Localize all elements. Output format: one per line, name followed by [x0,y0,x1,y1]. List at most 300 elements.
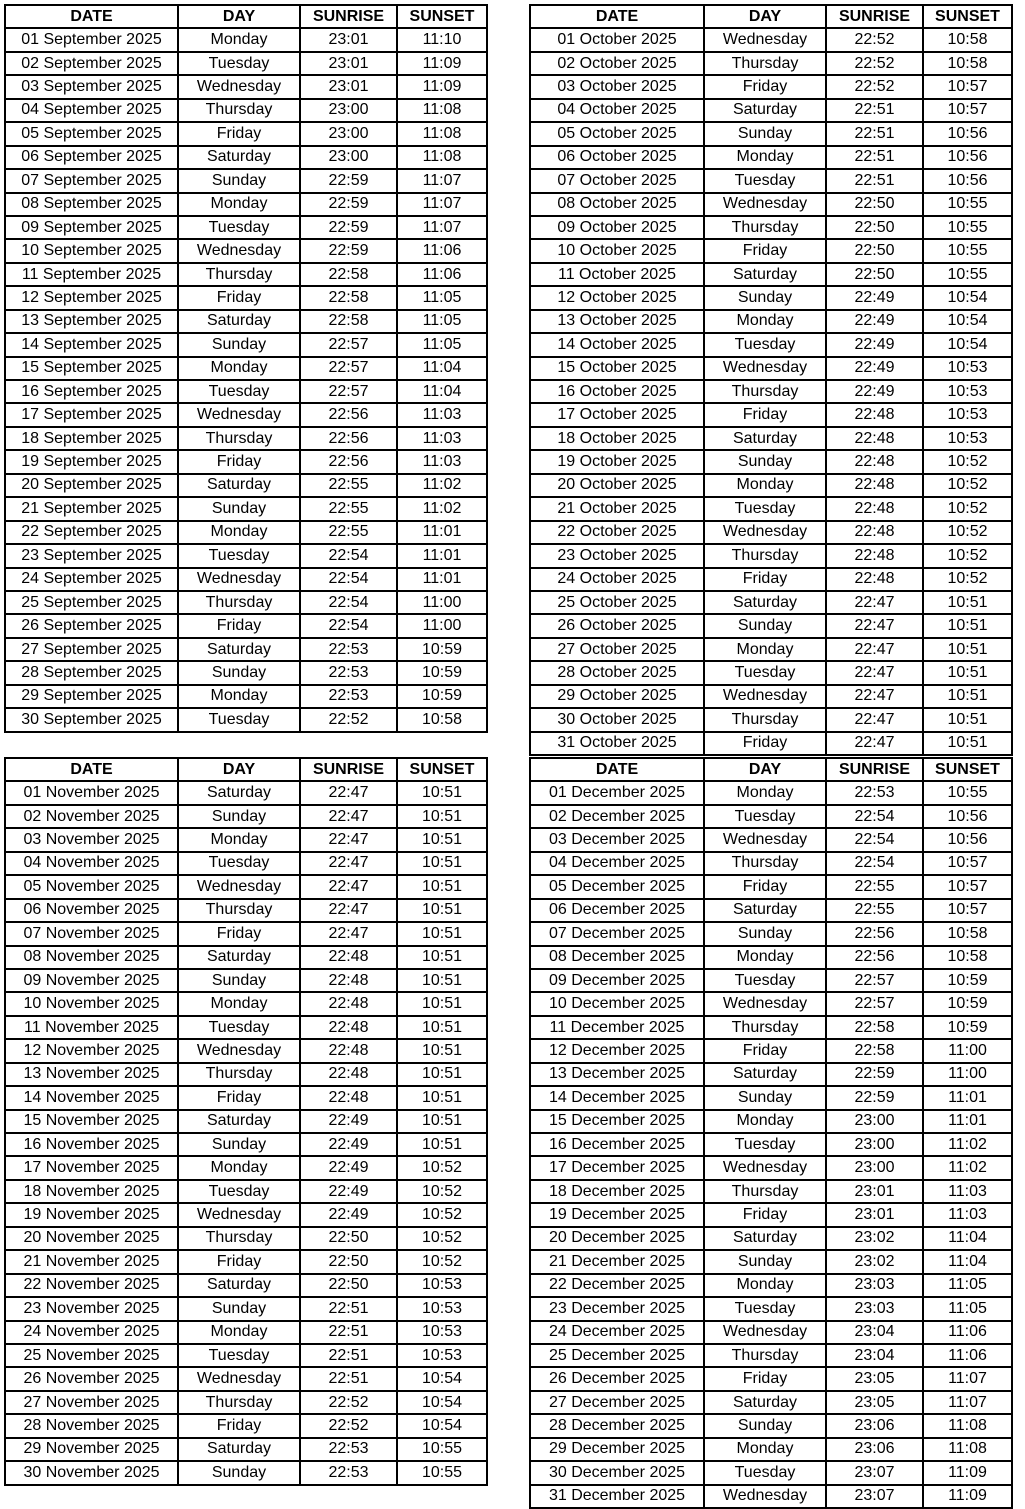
date-cell: 06 November 2025 [5,899,178,922]
date-column-header: DATE [530,758,704,781]
sunset-cell: 10:56 [923,805,1012,828]
sunset-cell: 11:04 [923,1250,1012,1273]
sunrise-cell: 22:53 [300,638,397,661]
date-cell: 28 December 2025 [530,1414,704,1437]
date-cell: 21 October 2025 [530,497,704,520]
sunrise-cell: 22:54 [300,591,397,614]
october-table-body [530,28,1012,755]
date-cell: 24 November 2025 [5,1321,178,1344]
table-row [530,216,1012,239]
table-row [530,544,1012,567]
table-row [5,614,487,637]
sunrise-cell: 22:50 [826,263,923,286]
date-cell: 12 October 2025 [530,286,704,309]
day-cell: Saturday [178,1110,300,1133]
sunset-cell: 10:51 [397,946,487,969]
sunset-cell: 10:56 [923,146,1012,169]
date-cell: 07 November 2025 [5,922,178,945]
sunrise-cell: 22:48 [300,1063,397,1086]
sunset-cell: 10:55 [923,193,1012,216]
day-cell: Wednesday [704,357,826,380]
sunset-cell: 10:51 [397,1016,487,1039]
day-cell: Friday [178,1086,300,1109]
day-cell: Thursday [704,1180,826,1203]
date-column-header: DATE [5,758,178,781]
table-row [5,216,487,239]
date-cell: 18 November 2025 [5,1180,178,1203]
table-row [530,1485,1012,1508]
sunrise-cell: 22:49 [826,380,923,403]
sunrise-cell: 22:49 [826,310,923,333]
sunrise-cell: 22:52 [300,708,397,731]
day-cell: Friday [178,122,300,145]
table-row [5,193,487,216]
table-row [530,661,1012,684]
october-table [529,4,1013,756]
date-cell: 30 November 2025 [5,1461,178,1484]
date-cell: 22 December 2025 [530,1274,704,1297]
table-row [5,286,487,309]
sunset-cell: 11:01 [923,1110,1012,1133]
sunrise-cell: 23:01 [826,1203,923,1226]
day-cell: Thursday [178,427,300,450]
table-row [5,1203,487,1226]
sunrise-cell: 22:48 [300,1086,397,1109]
date-cell: 30 October 2025 [530,708,704,731]
day-cell: Monday [704,638,826,661]
table-row [5,427,487,450]
sunrise-cell: 22:59 [300,216,397,239]
table-row [530,568,1012,591]
date-cell: 25 September 2025 [5,591,178,614]
date-cell: 17 December 2025 [530,1156,704,1179]
sunrise-cell: 22:48 [826,497,923,520]
sunrise-cell: 22:51 [826,99,923,122]
table-row [5,1180,487,1203]
date-cell: 02 October 2025 [530,52,704,75]
sunset-cell: 10:52 [397,1227,487,1250]
sunset-cell: 10:52 [923,544,1012,567]
sunset-cell: 10:55 [923,263,1012,286]
sunrise-cell: 22:49 [300,1133,397,1156]
day-cell: Thursday [178,1391,300,1414]
table-row [530,1414,1012,1437]
date-cell: 23 September 2025 [5,544,178,567]
sunrise-cell: 22:51 [300,1297,397,1320]
sunrise-cell: 22:48 [826,521,923,544]
sunset-cell: 10:52 [923,568,1012,591]
table-row [5,852,487,875]
date-cell: 01 October 2025 [530,28,704,51]
sunrise-cell: 22:55 [826,899,923,922]
day-cell: Tuesday [178,544,300,567]
date-cell: 04 November 2025 [5,852,178,875]
sunset-cell: 11:08 [923,1438,1012,1461]
sunset-cell: 11:06 [397,263,487,286]
date-cell: 24 December 2025 [530,1321,704,1344]
sunrise-cell: 22:52 [300,1414,397,1437]
table-row [530,1250,1012,1273]
sunrise-column-header: SUNRISE [300,5,397,28]
sunset-cell: 10:56 [923,169,1012,192]
date-cell: 05 November 2025 [5,875,178,898]
date-cell: 29 December 2025 [530,1438,704,1461]
day-cell: Thursday [178,591,300,614]
sunset-cell: 11:08 [923,1414,1012,1437]
december-table [529,757,1013,1509]
table-row [5,263,487,286]
day-cell: Tuesday [704,1297,826,1320]
day-cell: Friday [178,614,300,637]
table-row [5,568,487,591]
day-cell: Saturday [704,1063,826,1086]
sunset-cell: 10:51 [397,1063,487,1086]
sunset-cell: 11:02 [923,1156,1012,1179]
sunrise-cell: 22:49 [300,1203,397,1226]
date-cell: 09 September 2025 [5,216,178,239]
sunset-column-header: SUNSET [397,5,487,28]
date-cell: 03 December 2025 [530,828,704,851]
date-cell: 19 December 2025 [530,1203,704,1226]
sunrise-cell: 22:51 [300,1321,397,1344]
table-row [530,1321,1012,1344]
sunset-cell: 10:59 [923,1016,1012,1039]
sunset-cell: 10:55 [923,781,1012,804]
date-cell: 15 December 2025 [530,1110,704,1133]
day-column-header: DAY [704,5,826,28]
day-cell: Sunday [704,614,826,637]
date-cell: 26 September 2025 [5,614,178,637]
sunset-cell: 10:51 [923,685,1012,708]
table-row [530,685,1012,708]
sunrise-cell: 22:47 [300,781,397,804]
day-cell: Thursday [178,899,300,922]
table-row [530,781,1012,804]
day-cell: Tuesday [704,1461,826,1484]
sunrise-cell: 22:49 [826,357,923,380]
sunset-cell: 10:58 [923,28,1012,51]
date-cell: 10 September 2025 [5,239,178,262]
day-cell: Friday [704,403,826,426]
day-cell: Saturday [704,1391,826,1414]
day-cell: Friday [178,450,300,473]
date-cell: 09 November 2025 [5,969,178,992]
day-cell: Monday [178,357,300,380]
sunset-cell: 11:00 [923,1039,1012,1062]
table-row [5,1250,487,1273]
day-cell: Wednesday [704,992,826,1015]
sunrise-cell: 22:47 [300,922,397,945]
day-cell: Saturday [704,427,826,450]
table-row [530,1367,1012,1390]
sunset-cell: 10:55 [397,1461,487,1484]
day-column-header: DAY [178,5,300,28]
sunrise-cell: 23:01 [300,28,397,51]
sunset-column-header: SUNSET [397,758,487,781]
sunset-cell: 10:58 [923,52,1012,75]
sunrise-cell: 23:03 [826,1297,923,1320]
table-row [5,1063,487,1086]
table-row [5,403,487,426]
day-cell: Monday [178,992,300,1015]
sunset-cell: 10:51 [397,969,487,992]
date-cell: 22 November 2025 [5,1274,178,1297]
sunrise-cell: 22:47 [826,685,923,708]
table-row [530,852,1012,875]
table-row [5,474,487,497]
sunset-cell: 11:03 [397,450,487,473]
sunset-cell: 10:51 [923,732,1012,755]
day-cell: Friday [704,1039,826,1062]
day-cell: Friday [704,1367,826,1390]
sunrise-cell: 22:56 [300,450,397,473]
date-cell: 14 October 2025 [530,333,704,356]
sunset-cell: 11:07 [397,169,487,192]
table-row [5,922,487,945]
day-cell: Saturday [704,263,826,286]
sunset-cell: 10:57 [923,852,1012,875]
sunset-cell: 11:06 [397,239,487,262]
table-row [530,1274,1012,1297]
table-row [5,333,487,356]
sunset-cell: 10:54 [397,1414,487,1437]
sunrise-cell: 22:58 [826,1016,923,1039]
sunset-cell: 10:58 [923,946,1012,969]
sunrise-cell: 23:05 [826,1367,923,1390]
table-row [5,1367,487,1390]
sunrise-cell: 22:56 [300,403,397,426]
sunrise-cell: 22:51 [826,146,923,169]
sunrise-column-header: SUNRISE [826,758,923,781]
date-cell: 27 November 2025 [5,1391,178,1414]
sunrise-cell: 23:00 [826,1110,923,1133]
date-column-header: DATE [5,5,178,28]
sunrise-cell: 22:55 [300,474,397,497]
day-cell: Sunday [704,122,826,145]
sunset-cell: 10:53 [923,380,1012,403]
day-cell: Thursday [178,1227,300,1250]
table-row [5,1110,487,1133]
date-cell: 15 September 2025 [5,357,178,380]
day-cell: Wednesday [704,1156,826,1179]
table-row [5,591,487,614]
sunrise-cell: 22:48 [300,969,397,992]
table-row [530,875,1012,898]
sunset-cell: 10:54 [923,286,1012,309]
day-cell: Saturday [178,474,300,497]
sunset-cell: 11:03 [397,403,487,426]
sunset-cell: 11:05 [397,333,487,356]
sunrise-cell: 22:50 [300,1227,397,1250]
sunrise-cell: 22:48 [300,1039,397,1062]
day-cell: Monday [704,1438,826,1461]
table-row [530,239,1012,262]
day-cell: Sunday [178,661,300,684]
sunset-cell: 11:03 [923,1180,1012,1203]
table-row [530,828,1012,851]
sunset-cell: 10:59 [397,661,487,684]
table-row [530,591,1012,614]
date-cell: 23 December 2025 [530,1297,704,1320]
table-row [530,969,1012,992]
sunrise-cell: 22:56 [300,427,397,450]
sunrise-cell: 23:00 [826,1133,923,1156]
sunset-cell: 11:09 [397,75,487,98]
day-cell: Tuesday [178,380,300,403]
table-row [5,805,487,828]
sunset-cell: 11:00 [397,591,487,614]
day-cell: Monday [704,946,826,969]
date-cell: 04 December 2025 [530,852,704,875]
table-row [530,1086,1012,1109]
table-row [530,1110,1012,1133]
date-cell: 27 October 2025 [530,638,704,661]
date-cell: 17 September 2025 [5,403,178,426]
table-row [5,899,487,922]
sunrise-cell: 23:07 [826,1485,923,1508]
sunset-cell: 10:51 [397,1086,487,1109]
day-cell: Friday [704,239,826,262]
sunset-cell: 11:01 [397,521,487,544]
date-cell: 26 October 2025 [530,614,704,637]
table-row [530,122,1012,145]
sunset-cell: 10:56 [923,122,1012,145]
date-cell: 08 September 2025 [5,193,178,216]
date-cell: 01 December 2025 [530,781,704,804]
table-row [530,263,1012,286]
day-cell: Friday [704,568,826,591]
sunrise-cell: 22:53 [826,781,923,804]
sunset-cell: 10:57 [923,75,1012,98]
sunset-cell: 11:07 [397,193,487,216]
date-cell: 16 October 2025 [530,380,704,403]
date-cell: 06 September 2025 [5,146,178,169]
sunrise-cell: 23:04 [826,1321,923,1344]
date-cell: 13 October 2025 [530,310,704,333]
sunset-cell: 10:57 [923,875,1012,898]
day-column-header: DAY [704,758,826,781]
day-cell: Wednesday [704,28,826,51]
sunset-cell: 11:07 [923,1367,1012,1390]
sunset-cell: 11:04 [397,380,487,403]
day-cell: Wednesday [704,1485,826,1508]
day-cell: Thursday [704,52,826,75]
date-cell: 03 October 2025 [530,75,704,98]
date-cell: 13 December 2025 [530,1063,704,1086]
sunset-cell: 10:58 [397,708,487,731]
sunrise-cell: 22:50 [826,216,923,239]
table-row [530,1180,1012,1203]
sunrise-cell: 22:51 [826,122,923,145]
date-cell: 17 November 2025 [5,1156,178,1179]
sunset-column-header: SUNSET [923,5,1012,28]
table-row [530,732,1012,755]
table-row [530,1063,1012,1086]
table-row [5,1156,487,1179]
day-cell: Saturday [704,591,826,614]
day-cell: Thursday [178,99,300,122]
day-cell: Tuesday [178,216,300,239]
day-cell: Friday [704,732,826,755]
date-cell: 14 September 2025 [5,333,178,356]
date-cell: 09 October 2025 [530,216,704,239]
sunrise-cell: 22:52 [826,52,923,75]
sunset-cell: 11:01 [397,568,487,591]
november-table-body [5,781,487,1484]
date-cell: 09 December 2025 [530,969,704,992]
sunrise-cell: 22:47 [300,828,397,851]
sunrise-cell: 22:56 [826,922,923,945]
sunrise-cell: 23:03 [826,1274,923,1297]
table-row [530,805,1012,828]
table-row [5,310,487,333]
day-cell: Monday [178,193,300,216]
sunrise-cell: 22:57 [300,357,397,380]
sunset-cell: 10:54 [397,1391,487,1414]
day-cell: Friday [178,922,300,945]
sunset-cell: 10:54 [397,1367,487,1390]
sunset-cell: 11:05 [923,1297,1012,1320]
day-cell: Saturday [704,899,826,922]
sunrise-cell: 22:59 [826,1086,923,1109]
table-row [5,122,487,145]
sunset-cell: 10:51 [397,899,487,922]
day-cell: Monday [704,146,826,169]
day-cell: Thursday [704,708,826,731]
date-cell: 05 December 2025 [530,875,704,898]
sunrise-cell: 22:52 [826,28,923,51]
date-cell: 08 October 2025 [530,193,704,216]
sunset-cell: 10:51 [923,614,1012,637]
date-cell: 06 December 2025 [530,899,704,922]
sunrise-cell: 23:00 [300,122,397,145]
date-cell: 18 October 2025 [530,427,704,450]
sunrise-cell: 23:01 [300,75,397,98]
table-row [530,1297,1012,1320]
table-row [530,899,1012,922]
date-cell: 08 November 2025 [5,946,178,969]
sunrise-cell: 22:58 [300,286,397,309]
day-cell: Sunday [704,1086,826,1109]
sunrise-cell: 22:54 [300,568,397,591]
sunrise-cell: 23:01 [826,1180,923,1203]
sunset-cell: 10:53 [397,1321,487,1344]
date-cell: 05 September 2025 [5,122,178,145]
sunset-cell: 10:52 [397,1250,487,1273]
table-row [530,427,1012,450]
day-cell: Monday [704,781,826,804]
sunrise-cell: 22:52 [300,1391,397,1414]
september-table [4,4,488,733]
table-row [5,1016,487,1039]
sunrise-cell: 22:48 [826,403,923,426]
table-row [5,661,487,684]
sunrise-cell: 22:47 [826,708,923,731]
date-cell: 13 November 2025 [5,1063,178,1086]
day-cell: Wednesday [704,1321,826,1344]
table-row [530,403,1012,426]
date-cell: 21 November 2025 [5,1250,178,1273]
sunrise-cell: 22:49 [300,1180,397,1203]
day-cell: Tuesday [178,708,300,731]
table-row [5,1391,487,1414]
day-cell: Tuesday [178,52,300,75]
day-cell: Thursday [704,380,826,403]
sunset-cell: 10:59 [923,992,1012,1015]
sunset-cell: 10:51 [923,708,1012,731]
date-cell: 07 September 2025 [5,169,178,192]
table-row [530,1344,1012,1367]
